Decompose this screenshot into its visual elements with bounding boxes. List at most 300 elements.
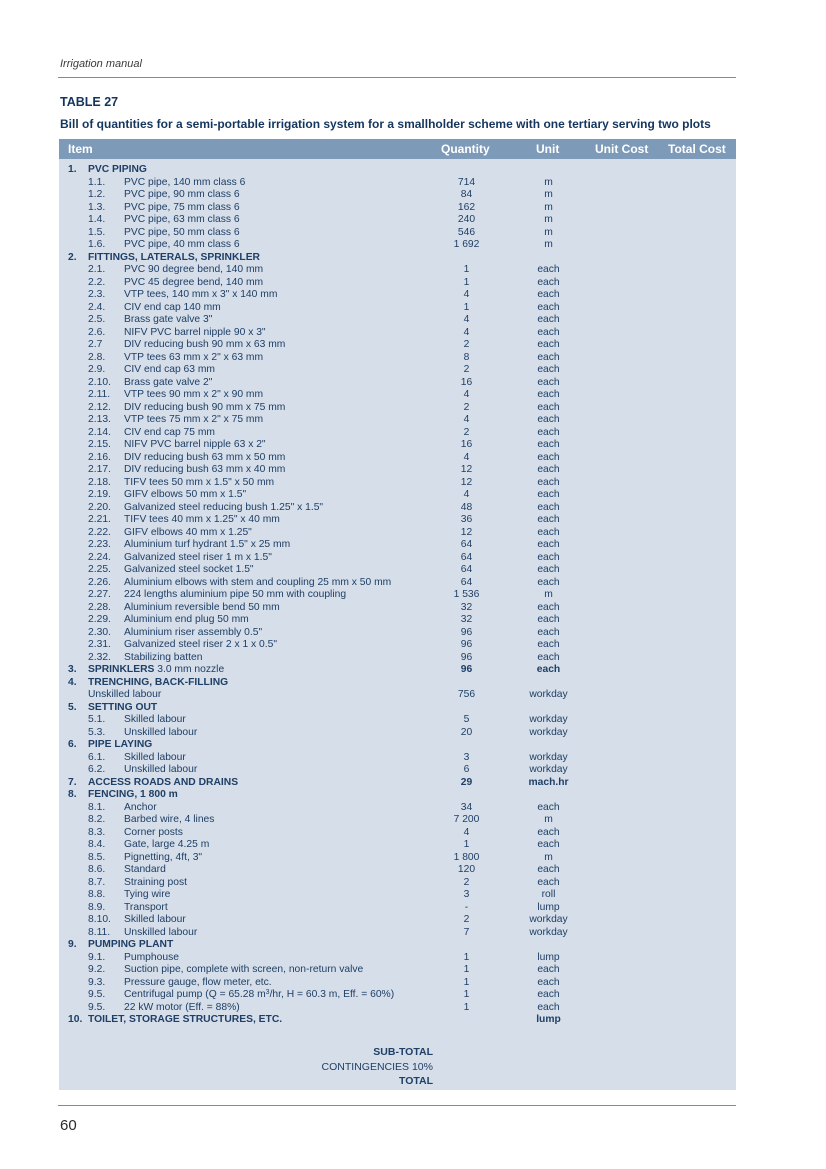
item-description-text: VTP tees 75 mm x 2" x 75 mm	[124, 414, 264, 425]
table-row	[59, 839, 736, 852]
item-code: 2.26.	[88, 576, 111, 588]
section-number: 2.	[68, 251, 77, 263]
section-title-extra: 3.0 mm nozzle	[154, 664, 225, 675]
section-row	[59, 777, 736, 790]
item-description-text: 22 kW motor (Eff. = 88%)	[124, 1001, 240, 1013]
item-description-text: Centrifugal pump (Q = 65.28 m	[124, 989, 266, 1000]
item-quantity: 756	[457, 689, 476, 700]
item-description-text: Aluminium reversible bend 50 mm	[124, 601, 280, 613]
table-row	[59, 764, 736, 777]
item-code: 2.8.	[88, 351, 106, 363]
table-row	[59, 414, 736, 427]
item-unit: each	[537, 426, 560, 438]
totals-label: CONTINGENCIES 10%	[321, 1060, 433, 1073]
item-unit: m	[544, 851, 553, 863]
column-header-total-cost: Total Cost	[668, 142, 726, 156]
table-row	[59, 264, 736, 277]
item-unit: each	[537, 976, 560, 988]
item-code: 2.29.	[88, 614, 111, 625]
item-description-text: Aluminium elbows with stem and coupling 25 mm x 50 mm	[124, 576, 392, 588]
item-quantity: 5	[463, 714, 470, 725]
item-code: 8.5.	[88, 851, 106, 863]
item-unit: workday	[529, 726, 568, 738]
section-title-text: PVC PIPING	[88, 164, 147, 175]
item-description	[124, 389, 263, 402]
item-description-text: DIV reducing bush 90 mm x 75 mm	[124, 401, 286, 413]
item-unit: workday	[529, 764, 568, 775]
item-description	[124, 652, 202, 665]
item-code: 2.19.	[88, 489, 111, 500]
table-row	[59, 202, 736, 215]
item-description-text: PVC pipe, 140 mm class 6	[124, 176, 246, 188]
section-title-text: PUMPING PLANT	[88, 939, 174, 950]
item-description	[124, 489, 246, 502]
item-description-text: Skilled labour	[124, 714, 186, 725]
item-unit: each	[537, 1001, 560, 1013]
item-description-text: Aluminium end plug 50 mm	[124, 614, 249, 625]
item-quantity: 7 200	[453, 814, 480, 825]
item-unit: each	[537, 376, 560, 388]
item-unit: each	[537, 289, 560, 300]
item-description	[124, 714, 186, 727]
item-description	[124, 639, 277, 652]
item-unit: each	[537, 826, 560, 838]
item-description-text: Skilled labour	[124, 751, 186, 763]
item-code: 1.2.	[88, 189, 106, 200]
table-row	[59, 402, 736, 415]
item-description	[124, 964, 363, 977]
item-quantity: 96	[460, 639, 473, 650]
page-number: 60	[60, 1117, 77, 1134]
item-description	[124, 264, 263, 277]
item-code: 8.11.	[88, 926, 111, 938]
totals-row	[59, 1045, 736, 1060]
item-description-text: PVC pipe, 50 mm class 6	[124, 226, 240, 238]
column-header-quantity: Quantity	[441, 142, 490, 156]
item-unit: each	[537, 351, 560, 363]
item-description	[124, 339, 285, 352]
item-description-text: Suction pipe, complete with screen, non-return valve	[124, 964, 364, 975]
item-description-text: CIV end cap 75 mm	[124, 426, 215, 438]
item-quantity: 32	[460, 601, 473, 613]
table-row	[59, 177, 736, 190]
item-code: 2.15.	[88, 439, 111, 450]
item-quantity: 2	[463, 914, 470, 925]
item-code: 5.3.	[88, 726, 106, 738]
table-row	[59, 239, 736, 252]
item-unit: each	[537, 414, 560, 425]
item-unit: each	[537, 601, 560, 613]
item-description-superscript: 3	[265, 989, 270, 996]
item-unit: each	[537, 526, 560, 538]
item-unit: workday	[529, 714, 568, 725]
item-quantity: 16	[460, 376, 473, 388]
item-quantity: 12	[460, 476, 473, 488]
item-description	[124, 402, 285, 415]
item-description	[124, 802, 157, 815]
item-description-text: GIFV elbows 40 mm x 1.25"	[124, 526, 252, 538]
item-code: 6.1.	[88, 751, 106, 763]
table-totals	[59, 1045, 736, 1089]
table-row	[59, 989, 736, 1002]
item-quantity: 1 692	[453, 239, 480, 250]
item-description-text: Gate, large 4.25 m	[124, 839, 210, 850]
item-unit: each	[537, 364, 560, 375]
item-code: 9.5.	[88, 1001, 106, 1013]
item-code: 6.2.	[88, 764, 106, 775]
totals-row	[59, 1060, 736, 1075]
table-row	[59, 189, 736, 202]
item-quantity: 240	[457, 214, 476, 225]
item-description-text: DIV reducing bush 63 mm x 40 mm	[124, 464, 286, 475]
item-description	[124, 477, 274, 490]
section-row	[59, 789, 736, 802]
table-caption: Bill of quantities for a semi-portable irrigation system for a smallholder scheme with one tertiary serving two plots	[60, 117, 711, 131]
item-quantity: 12	[460, 526, 473, 538]
item-unit: each	[537, 626, 560, 638]
item-unit: m	[544, 239, 553, 250]
item-unit: each	[537, 439, 560, 450]
section-title	[88, 677, 228, 690]
table-row	[59, 852, 736, 865]
item-quantity: 1	[463, 276, 470, 288]
item-description-text: Galvanized steel riser 2 x 1 x 0.5"	[124, 639, 278, 650]
table-row	[59, 864, 736, 877]
totals-label: TOTAL	[398, 1075, 433, 1087]
item-code: 2.21.	[88, 514, 111, 525]
item-quantity: 1	[463, 1001, 470, 1013]
section-title-text: SETTING OUT	[88, 701, 158, 713]
item-quantity: 1	[463, 964, 470, 975]
item-description	[124, 527, 252, 540]
item-unit: each	[537, 651, 560, 663]
table-row	[59, 627, 736, 640]
section-title	[88, 664, 224, 677]
item-unit: lump	[536, 1014, 561, 1025]
table-row	[59, 377, 736, 390]
item-unit: workday	[529, 914, 568, 925]
column-header-unit: Unit	[536, 142, 560, 156]
item-description-text: VTP tees 63 mm x 2" x 63 mm	[124, 351, 264, 363]
item-code: 9.5.	[88, 989, 106, 1000]
item-quantity: 546	[457, 226, 476, 238]
item-quantity: 7	[463, 926, 470, 938]
item-code: 2.24.	[88, 551, 111, 563]
item-quantity: 4	[463, 489, 470, 500]
table-row	[59, 502, 736, 515]
table-row	[59, 514, 736, 527]
item-code: 2.3.	[88, 289, 106, 300]
item-description	[124, 902, 168, 915]
item-unit: roll	[541, 889, 556, 900]
item-description	[124, 364, 215, 377]
item-code: 2.18.	[88, 476, 111, 488]
item-description-text: Brass gate valve 2"	[124, 376, 213, 388]
table-row	[59, 977, 736, 990]
item-description-text: Galvanized steel riser 1 m x 1.5"	[124, 551, 272, 563]
item-unit: each	[537, 476, 560, 488]
table-row	[59, 552, 736, 565]
item-description-text: Unskilled labour	[124, 764, 198, 775]
item-unit: each	[537, 401, 560, 413]
item-quantity: 4	[463, 826, 470, 838]
item-quantity: 36	[460, 514, 473, 525]
item-code: 8.3.	[88, 826, 106, 838]
section-title	[88, 739, 152, 752]
section-title	[88, 164, 147, 177]
item-quantity: 12	[460, 464, 473, 475]
item-quantity: 48	[460, 501, 473, 513]
item-quantity: 162	[457, 201, 476, 213]
item-quantity: 1	[463, 976, 470, 988]
item-quantity: 3	[463, 889, 470, 900]
item-description-text: 224 lengths aluminium pipe 50 mm with coupling	[124, 589, 347, 600]
item-description	[124, 1002, 240, 1015]
item-description	[124, 214, 240, 227]
item-code: 2.2.	[88, 276, 106, 288]
section-row	[59, 677, 736, 690]
item-code: 2.31.	[88, 639, 111, 650]
section-row	[59, 939, 736, 952]
item-quantity: 1	[463, 839, 470, 850]
item-unit: mach.hr	[528, 776, 569, 788]
item-description-text: Aluminium riser assembly 0.5"	[124, 626, 263, 638]
item-unit: each	[537, 326, 560, 338]
item-unit: each	[537, 551, 560, 563]
item-description	[124, 502, 323, 515]
item-description-rest: /hr, H = 60.3 m, Eff. = 60%)	[269, 989, 395, 1000]
item-code: 8.6.	[88, 864, 106, 875]
table-row	[59, 489, 736, 502]
item-unit: each	[537, 314, 560, 325]
item-description	[124, 989, 394, 1002]
item-description	[124, 302, 221, 315]
item-quantity: 34	[460, 801, 473, 813]
item-description	[124, 177, 245, 190]
item-description-text: Aluminium turf hydrant 1.5" x 25 mm	[124, 539, 291, 550]
item-description-text: Unskilled labour	[124, 726, 198, 738]
item-code: 8.4.	[88, 839, 106, 850]
item-code: 2.13.	[88, 414, 111, 425]
item-description-text: DIV reducing bush 90 mm x 63 mm	[124, 339, 286, 350]
item-description	[124, 877, 187, 890]
item-quantity: 4	[463, 289, 470, 300]
item-description-text: Galvanized steel reducing bush 1.25" x 1.5"	[124, 501, 324, 513]
section-number: 9.	[68, 939, 77, 950]
table-row	[59, 614, 736, 627]
item-description-text: Standard	[124, 864, 166, 875]
item-description	[124, 852, 202, 865]
section-number: 5.	[68, 701, 77, 713]
item-code: 2.16.	[88, 451, 111, 463]
table-row	[59, 389, 736, 402]
item-unit: each	[537, 464, 560, 475]
item-description-text: Unskilled labour	[124, 926, 198, 938]
item-description-text: Pignetting, 4ft, 3"	[124, 851, 203, 863]
item-unit: each	[537, 576, 560, 588]
item-code: 2.25.	[88, 564, 111, 575]
item-description	[124, 577, 391, 590]
item-unit: workday	[529, 751, 568, 763]
item-description-text: PVC pipe, 75 mm class 6	[124, 201, 240, 213]
item-description-text: NIFV PVC barrel nipple 90 x 3"	[124, 326, 266, 338]
item-quantity: 64	[460, 564, 473, 575]
item-code: 5.1.	[88, 714, 106, 725]
item-code: 2.11.	[88, 389, 111, 400]
item-unit: each	[537, 276, 560, 288]
section-number: 6.	[68, 739, 77, 750]
section-row	[59, 664, 736, 677]
item-quantity: 64	[460, 539, 473, 550]
table-row	[59, 364, 736, 377]
item-quantity: 4	[463, 326, 470, 338]
table-row	[59, 652, 736, 665]
item-code: 1.6.	[88, 239, 106, 250]
table-row	[59, 277, 736, 290]
table-row	[59, 914, 736, 927]
item-quantity: 2	[463, 876, 470, 888]
item-quantity: 8	[463, 351, 470, 363]
item-description-text: Barbed wire, 4 lines	[124, 814, 215, 825]
item-description	[124, 889, 170, 902]
footer-rule	[58, 1105, 736, 1106]
item-description	[124, 202, 240, 215]
item-description-text: Pumphouse	[124, 951, 179, 963]
item-quantity: 1	[463, 264, 470, 275]
table-row	[59, 752, 736, 765]
item-code: 2.30.	[88, 626, 111, 638]
table-row	[59, 1002, 736, 1015]
item-quantity: 84	[460, 189, 473, 200]
item-description-text: PVC pipe, 40 mm class 6	[124, 239, 240, 250]
table-row	[59, 902, 736, 915]
item-description-text: Skilled labour	[124, 914, 186, 925]
section-row	[59, 252, 736, 265]
item-description-text: TIFV tees 40 mm x 1.25" x 40 mm	[124, 514, 280, 525]
section-title	[88, 789, 178, 802]
item-description-text: Anchor	[124, 801, 157, 813]
item-unit: lump	[537, 951, 560, 963]
section-number: 8.	[68, 789, 77, 800]
bill-of-quantities-table	[59, 139, 736, 1090]
item-description	[124, 927, 197, 940]
section-row	[59, 702, 736, 715]
item-description	[124, 977, 272, 990]
item-unit: each	[537, 451, 560, 463]
item-unit: each	[537, 489, 560, 500]
section-title-text: FITTINGS, LATERALS, SPRINKLER	[88, 251, 260, 263]
item-description-text: PVC pipe, 63 mm class 6	[124, 214, 240, 225]
item-code: 8.9.	[88, 901, 106, 913]
item-unit: m	[544, 214, 553, 225]
table-row	[59, 639, 736, 652]
item-description	[124, 289, 277, 302]
table-number: TABLE 27	[60, 95, 119, 109]
section-number: 7.	[68, 776, 77, 788]
table-row	[59, 452, 736, 465]
table-row	[59, 952, 736, 965]
item-description	[124, 227, 240, 240]
item-code: 2.5.	[88, 314, 106, 325]
item-description	[124, 514, 280, 527]
table-row	[59, 539, 736, 552]
section-title	[88, 939, 173, 952]
item-code: 8.2.	[88, 814, 106, 825]
item-description-text: Brass gate valve 3"	[124, 314, 213, 325]
item-description	[124, 439, 266, 452]
item-quantity: -	[464, 901, 469, 913]
table-row	[59, 927, 736, 940]
item-code: 2.32.	[88, 651, 111, 663]
table-row	[59, 602, 736, 615]
table-header	[59, 139, 736, 159]
header-rule	[58, 77, 736, 78]
item-description-text: CIV end cap 63 mm	[124, 364, 215, 375]
table-row	[59, 289, 736, 302]
section-title	[88, 252, 260, 265]
item-description-text: DIV reducing bush 63 mm x 50 mm	[124, 451, 286, 463]
table-row	[59, 877, 736, 890]
item-code: 2.20.	[88, 501, 111, 513]
item-description-text: Pressure gauge, flow meter, etc.	[124, 976, 272, 988]
item-code: 2.10.	[88, 376, 111, 388]
item-code: 8.1.	[88, 801, 106, 813]
section-title-text: PIPE LAYING	[88, 739, 153, 750]
item-unit: each	[536, 664, 561, 675]
item-quantity: 96	[460, 664, 473, 675]
item-code: 2.22.	[88, 526, 111, 538]
item-description	[124, 552, 272, 565]
item-quantity: 1 536	[453, 589, 480, 600]
item-description	[124, 627, 262, 640]
item-unit: each	[537, 639, 560, 650]
item-quantity: 714	[457, 176, 476, 188]
item-unit: each	[537, 614, 560, 625]
item-description-text: PVC pipe, 90 mm class 6	[124, 189, 240, 200]
item-unit: each	[537, 964, 560, 975]
table-row	[59, 314, 736, 327]
item-description	[124, 839, 209, 852]
item-quantity: 32	[460, 614, 473, 625]
item-description: Unskilled labour	[88, 689, 162, 700]
item-code: 1.5.	[88, 226, 106, 238]
item-description	[124, 727, 197, 740]
item-code: 8.10.	[88, 914, 111, 925]
item-unit: m	[544, 189, 553, 200]
item-description-text: Straining post	[124, 876, 187, 888]
item-code: 8.8.	[88, 889, 106, 900]
section-title	[88, 702, 157, 715]
item-unit: each	[537, 876, 560, 888]
item-code: 2.6.	[88, 326, 106, 338]
item-quantity: 29	[460, 776, 473, 788]
item-description-text: Corner posts	[124, 826, 183, 838]
item-description-text: Galvanized steel socket 1.5"	[124, 564, 254, 575]
table-row	[59, 564, 736, 577]
item-code: 2.28.	[88, 601, 111, 613]
section-title	[88, 1014, 282, 1027]
item-description	[124, 239, 240, 252]
item-description	[124, 602, 280, 615]
item-code: 2.14.	[88, 426, 111, 438]
item-quantity: 96	[460, 626, 473, 638]
item-description	[124, 414, 263, 427]
totals-row	[59, 1074, 736, 1089]
item-quantity: 3	[463, 751, 470, 763]
table-row	[59, 802, 736, 815]
item-description	[124, 614, 249, 627]
item-code: 2.12.	[88, 401, 111, 413]
